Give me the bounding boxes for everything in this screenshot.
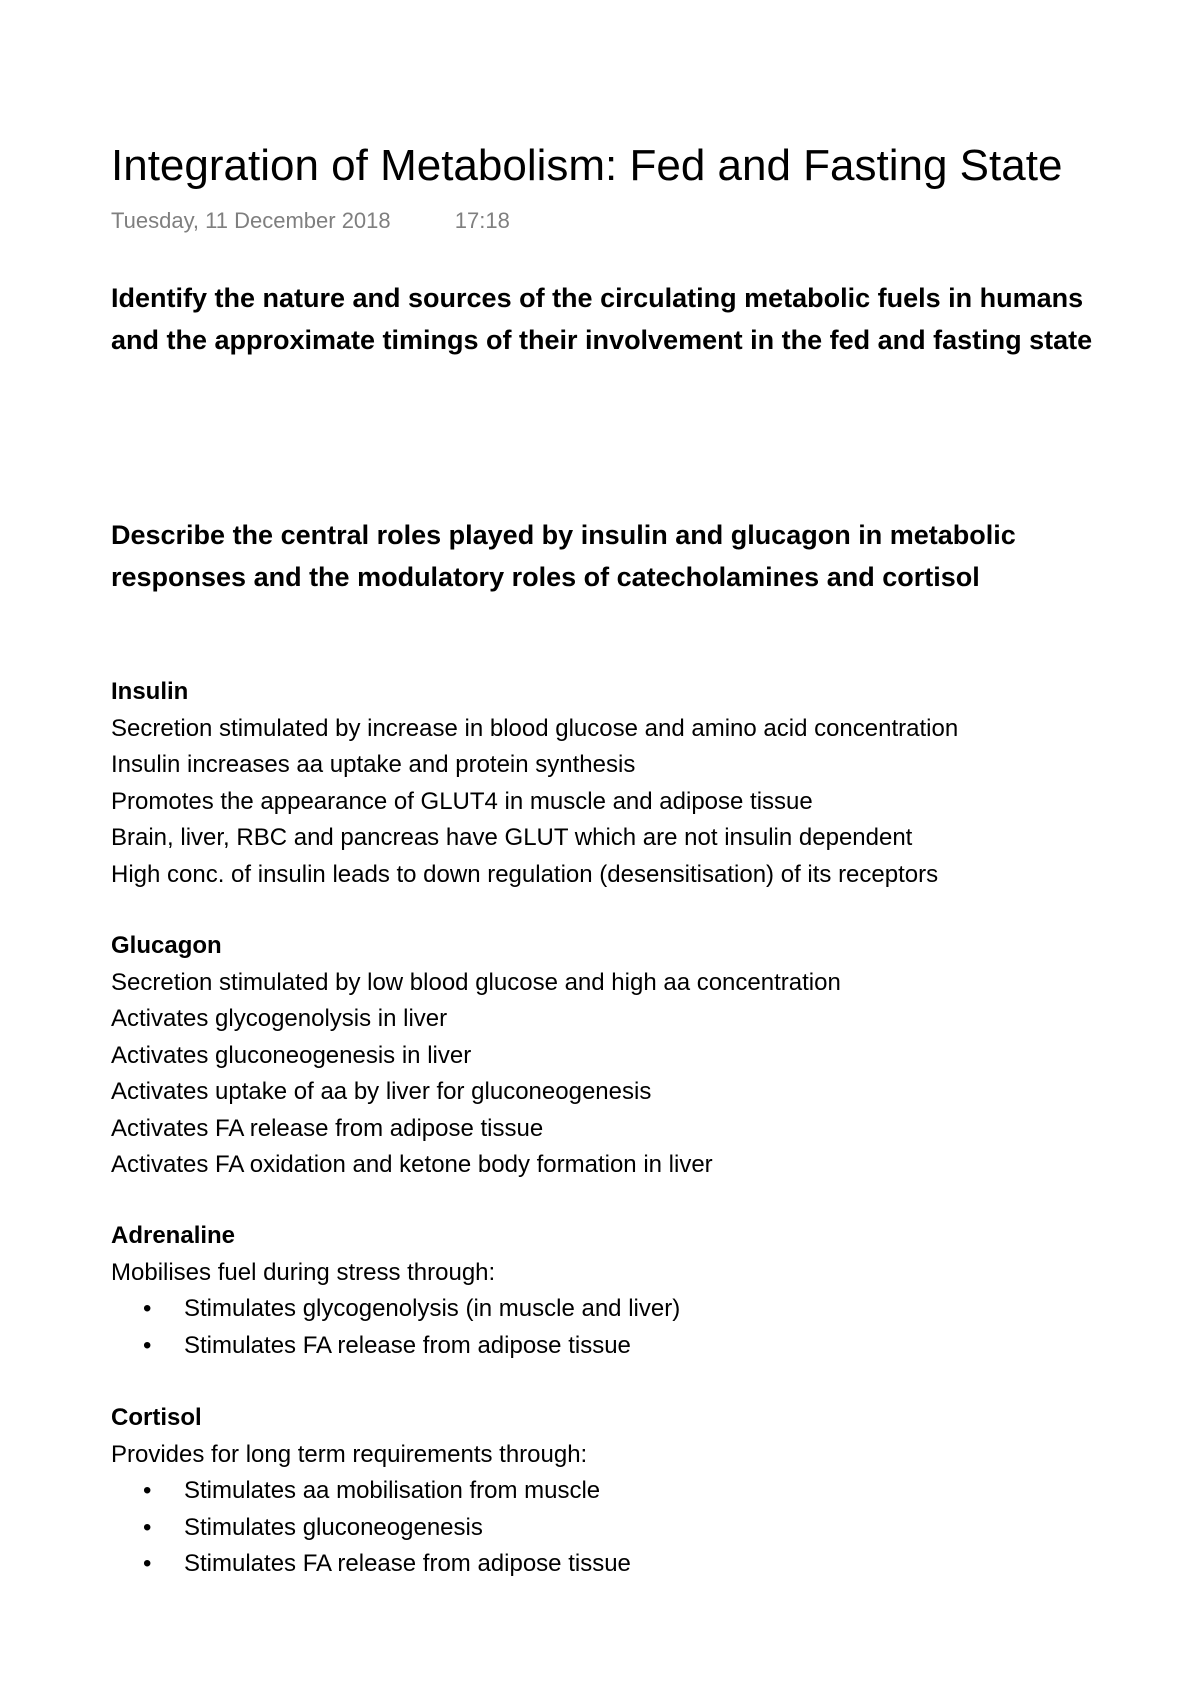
section-heading-glucagon: Glucagon: [111, 932, 222, 959]
section-insulin: [111, 674, 1171, 893]
list-item-text: Stimulates gluconeogenesis: [184, 1513, 483, 1541]
bullet-list: [111, 1473, 1171, 1583]
text-line: High conc. of insulin leads to down regulation (desensitisation) of its receptors: [111, 860, 939, 888]
list-item: [111, 1510, 1171, 1547]
note-time: 17:18: [454, 208, 510, 233]
list-item-text: Stimulates glycogenolysis (in muscle and liver): [184, 1295, 681, 1322]
learning-objective-1: Identify the nature and sources of the circulating metabolic fuels in humans and the approximate timings of their involvement in the fed and fasting state: [111, 283, 1093, 355]
list-item: [111, 1546, 1171, 1583]
bullet-icon: •: [143, 1513, 152, 1541]
text-line: Activates gluconeogenesis in liver: [111, 1041, 472, 1069]
section-heading-cortisol: Cortisol: [111, 1404, 202, 1431]
text-line: Secretion stimulated by low blood glucose and high aa concentration: [111, 968, 841, 996]
bullet-icon: •: [143, 1477, 152, 1504]
learning-objective-2: Describe the central roles played by insulin and glucagon in metabolic responses and the modulatory roles of catecholamines and cortisol: [111, 520, 1016, 592]
text-line: Insulin increases aa uptake and protein synthesis: [111, 751, 636, 778]
text-line: Activates uptake of aa by liver for gluconeogenesis: [111, 1078, 652, 1105]
text-line: Brain, liver, RBC and pancreas have GLUT which are not insulin dependent: [111, 824, 913, 851]
text-line: Activates FA release from adipose tissue: [111, 1114, 544, 1142]
section-heading-insulin: Insulin: [111, 678, 189, 705]
section-heading-adrenaline: Adrenaline: [111, 1222, 236, 1249]
list-item-text: Stimulates FA release from adipose tissue: [184, 1550, 631, 1577]
list-item-text: Stimulates FA release from adipose tissue: [184, 1331, 631, 1359]
list-item: [111, 1328, 1171, 1365]
section-intro: Provides for long term requirements through:: [111, 1440, 588, 1468]
section-glucagon: [111, 928, 1171, 1184]
list-item: [111, 1473, 1171, 1510]
list-item-text: Stimulates aa mobilisation from muscle: [184, 1477, 601, 1504]
bullet-icon: •: [143, 1550, 152, 1577]
note-timestamp: [111, 206, 510, 236]
section-adrenaline: [111, 1218, 1171, 1364]
bullet-list: [111, 1291, 1171, 1364]
text-line: Activates FA oxidation and ketone body formation in liver: [111, 1151, 713, 1178]
page-title: Integration of Metabolism: Fed and Fasting State: [111, 141, 1063, 190]
list-item: [111, 1291, 1171, 1328]
note-date: Tuesday, 11 December 2018: [111, 208, 391, 233]
text-line: Activates glycogenolysis in liver: [111, 1005, 448, 1032]
section-intro: Mobilises fuel during stress through:: [111, 1258, 496, 1286]
bullet-icon: •: [143, 1295, 152, 1322]
bullet-icon: •: [143, 1331, 152, 1359]
text-line: Secretion stimulated by increase in blood glucose and amino acid concentration: [111, 714, 959, 742]
text-line: Promotes the appearance of GLUT4 in muscle and adipose tissue: [111, 787, 813, 815]
section-cortisol: [111, 1400, 1171, 1583]
